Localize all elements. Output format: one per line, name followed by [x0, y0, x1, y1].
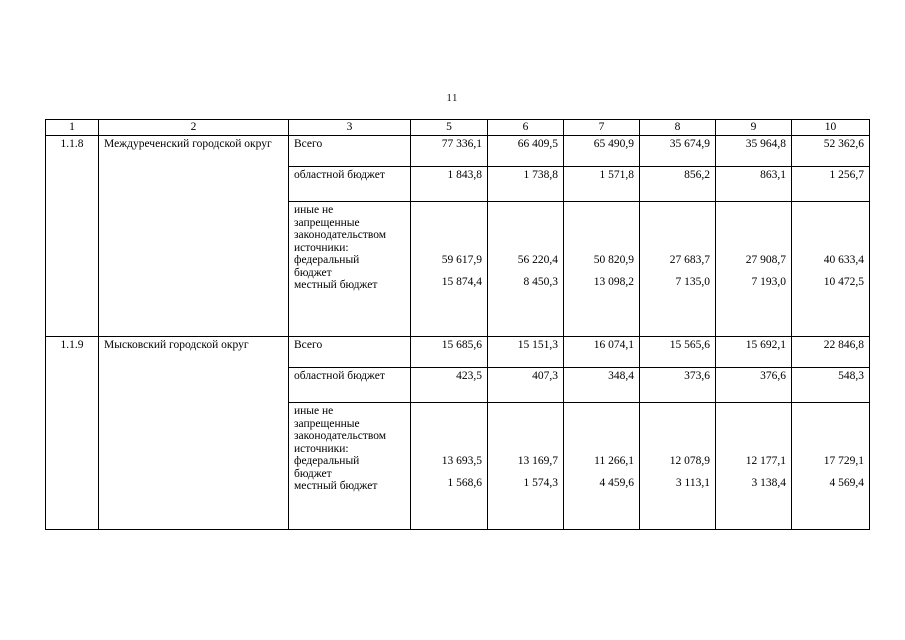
page-number: 11 [446, 93, 459, 104]
local-value: 3 138,4 [751, 476, 786, 489]
value-cell-pair [488, 202, 564, 337]
value-cell: 15 565,6 [640, 337, 716, 368]
header-cell: 1 [46, 120, 99, 136]
local-value: 3 113,1 [675, 476, 710, 489]
federal-value: 56 220,4 [517, 254, 558, 266]
value-cell: 35 964,8 [716, 136, 792, 167]
value-cell-pair [488, 403, 564, 530]
local-value: 4 459,6 [599, 476, 634, 489]
table-row-total [46, 337, 870, 368]
value-cell: 863,1 [716, 167, 792, 202]
local-value: 7 135,0 [675, 275, 710, 288]
header-cell: 7 [564, 120, 640, 136]
item-code: 1.1.9 [46, 337, 99, 530]
local-value: 15 874,4 [441, 275, 482, 288]
row-label-other-sources [289, 403, 411, 530]
label-line: законодательством [294, 430, 387, 442]
federal-value: 17 729,1 [823, 455, 864, 467]
value-cell-pair [564, 403, 640, 530]
value-cell: 1 256,7 [792, 167, 870, 202]
local-value: 8 450,3 [523, 275, 558, 288]
value-cell-pair [716, 403, 792, 530]
value-cell-pair [640, 403, 716, 530]
item-code: 1.1.8 [46, 136, 99, 337]
item-name: Мысковский городской округ [99, 337, 289, 530]
header-cell: 9 [716, 120, 792, 136]
value-cell: 376,6 [716, 368, 792, 403]
header-cell: 10 [792, 120, 870, 136]
value-cell: 52 362,6 [792, 136, 870, 167]
local-value: 4 569,4 [829, 476, 864, 489]
value-cell-pair [792, 403, 870, 530]
local-value: 7 193,0 [751, 275, 786, 288]
value-cell-pair [411, 403, 488, 530]
header-cell: 3 [289, 120, 411, 136]
federal-value: 12 177,1 [745, 455, 786, 467]
budget-table [45, 119, 870, 530]
row-label: областной бюджет [289, 167, 411, 202]
value-cell-pair [411, 202, 488, 337]
value-cell: 35 674,9 [640, 136, 716, 167]
value-cell: 15 692,1 [716, 337, 792, 368]
label-line: законодательством [294, 229, 387, 241]
label-line: местный бюджет [294, 480, 378, 492]
value-cell: 22 846,8 [792, 337, 870, 368]
value-cell: 16 074,1 [564, 337, 640, 368]
header-cell: 5 [411, 120, 488, 136]
federal-value: 11 266,1 [594, 455, 634, 467]
label-line: запрещенные [294, 216, 360, 229]
federal-value: 27 683,7 [669, 254, 710, 266]
local-value: 10 472,5 [823, 275, 864, 288]
label-line: местный бюджет [294, 279, 378, 291]
value-cell: 66 409,5 [488, 136, 564, 167]
value-cell: 407,3 [488, 368, 564, 403]
value-cell: 548,3 [792, 368, 870, 403]
label-line: источники: [294, 241, 349, 254]
value-cell: 77 336,1 [411, 136, 488, 167]
header-row [46, 120, 870, 136]
value-cell-pair [564, 202, 640, 337]
value-cell: 1 738,8 [488, 167, 564, 202]
row-label: Всего [289, 337, 411, 368]
row-label: областной бюджет [289, 368, 411, 403]
value-cell: 15 151,3 [488, 337, 564, 368]
value-cell: 373,6 [640, 368, 716, 403]
value-cell: 1 571,8 [564, 167, 640, 202]
value-cell-pair [640, 202, 716, 337]
header-cell: 6 [488, 120, 564, 136]
value-cell: 348,4 [564, 368, 640, 403]
label-line: источники: [294, 442, 349, 455]
federal-value: 50 820,9 [593, 254, 634, 266]
federal-value: 12 078,9 [669, 455, 710, 467]
value-cell: 423,5 [411, 368, 488, 403]
label-line: федеральный [294, 254, 360, 266]
federal-value: 40 633,4 [823, 254, 864, 266]
header-cell: 2 [99, 120, 289, 136]
value-cell-pair [792, 202, 870, 337]
label-line: бюджет [294, 266, 332, 279]
local-value: 13 098,2 [593, 275, 634, 288]
row-label: Всего [289, 136, 411, 167]
federal-value: 13 169,7 [517, 455, 558, 467]
federal-value: 27 908,7 [745, 254, 786, 266]
local-value: 1 568,6 [447, 476, 482, 489]
label-line: бюджет [294, 467, 332, 480]
federal-value: 59 617,9 [441, 254, 482, 266]
value-cell: 15 685,6 [411, 337, 488, 368]
label-line: запрещенные [294, 417, 360, 430]
row-label-other-sources [289, 202, 411, 337]
label-line: иные не [294, 405, 334, 417]
value-cell: 856,2 [640, 167, 716, 202]
header-cell: 8 [640, 120, 716, 136]
value-cell-pair [716, 202, 792, 337]
value-cell: 65 490,9 [564, 136, 640, 167]
table-row-total [46, 136, 870, 167]
federal-value: 13 693,5 [441, 455, 482, 467]
local-value: 1 574,3 [523, 476, 558, 489]
item-name: Междуреченский городской округ [99, 136, 289, 337]
label-line: иные не [294, 204, 334, 216]
value-cell: 1 843,8 [411, 167, 488, 202]
label-line: федеральный [294, 455, 360, 467]
